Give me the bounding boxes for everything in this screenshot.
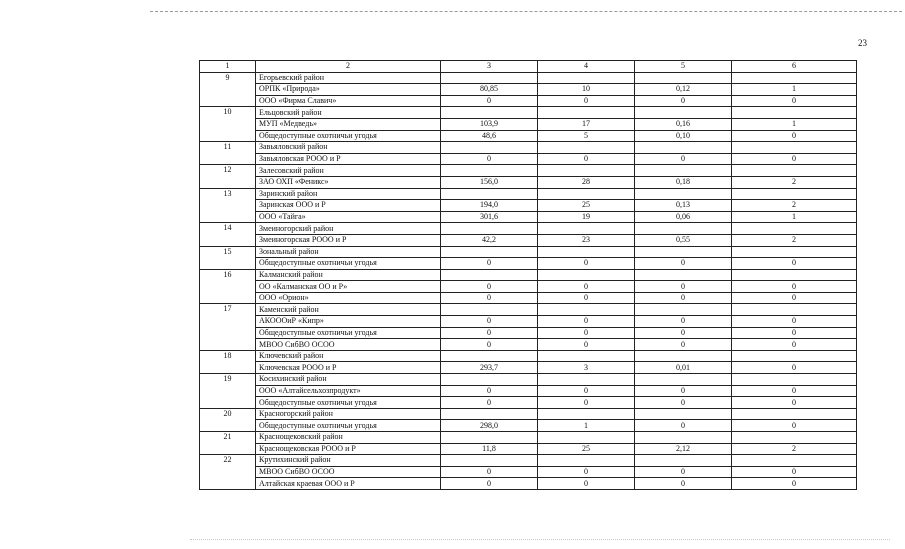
value-cell: 0 xyxy=(732,362,857,374)
district-name-cell: Ельцовский район xyxy=(256,107,441,119)
value-cell: 0 xyxy=(441,478,538,490)
district-row xyxy=(200,432,857,444)
value-cell: 5 xyxy=(538,130,635,142)
value-cell: 0 xyxy=(441,397,538,409)
value-cell: 0 xyxy=(635,466,732,478)
empty-cell xyxy=(635,188,732,200)
empty-cell xyxy=(441,142,538,154)
value-cell: 0 xyxy=(732,316,857,328)
value-cell: 0,06 xyxy=(635,211,732,223)
value-cell: 3 xyxy=(538,362,635,374)
district-row xyxy=(200,408,857,420)
value-cell: 0 xyxy=(538,466,635,478)
district-row xyxy=(200,269,857,281)
value-cell: 0 xyxy=(538,153,635,165)
empty-cell xyxy=(441,350,538,362)
district-name-cell: Косихинский район xyxy=(256,374,441,386)
empty-cell xyxy=(538,142,635,154)
value-cell: 0 xyxy=(441,258,538,270)
scan-edge-line xyxy=(190,539,890,540)
row-number-cell: 14 xyxy=(200,223,256,246)
value-cell: 0 xyxy=(732,478,857,490)
empty-cell xyxy=(732,188,857,200)
value-cell: 23 xyxy=(538,234,635,246)
district-name-cell: Змеиногорский район xyxy=(256,223,441,235)
table-row xyxy=(200,258,857,270)
empty-cell xyxy=(732,432,857,444)
value-cell: 0 xyxy=(732,153,857,165)
value-cell: 301,6 xyxy=(441,211,538,223)
value-cell: 0 xyxy=(732,327,857,339)
row-number-cell: 22 xyxy=(200,455,256,490)
value-cell: 156,0 xyxy=(441,176,538,188)
district-name-cell: Завьяловский район xyxy=(256,142,441,154)
value-cell: 48,6 xyxy=(441,130,538,142)
table-row xyxy=(200,234,857,246)
value-cell: 0 xyxy=(538,281,635,293)
table-body xyxy=(200,61,857,490)
value-cell: 0 xyxy=(538,258,635,270)
district-row xyxy=(200,165,857,177)
empty-cell xyxy=(732,246,857,258)
organization-name-cell: МВОО СибВО ОСОО xyxy=(256,339,441,351)
value-cell: 0 xyxy=(732,420,857,432)
value-cell: 2 xyxy=(732,234,857,246)
empty-cell xyxy=(538,455,635,467)
district-row xyxy=(200,350,857,362)
empty-cell xyxy=(538,432,635,444)
district-name-cell: Егорьевский район xyxy=(256,72,441,84)
empty-cell xyxy=(441,408,538,420)
district-name-cell: Залесовский район xyxy=(256,165,441,177)
empty-cell xyxy=(732,223,857,235)
district-name-cell: Заринский район xyxy=(256,188,441,200)
value-cell: 10 xyxy=(538,84,635,96)
empty-cell xyxy=(635,304,732,316)
value-cell: 0,10 xyxy=(635,130,732,142)
table-row xyxy=(200,84,857,96)
row-number-cell: 17 xyxy=(200,304,256,350)
table-row xyxy=(200,362,857,374)
value-cell: 0 xyxy=(635,258,732,270)
district-name-cell: Каменский район xyxy=(256,304,441,316)
row-number-cell: 18 xyxy=(200,350,256,373)
empty-cell xyxy=(732,304,857,316)
organization-name-cell: ОО «Калманская ОО и Р» xyxy=(256,281,441,293)
empty-cell xyxy=(732,165,857,177)
table-row xyxy=(200,153,857,165)
row-number-cell: 21 xyxy=(200,432,256,455)
district-row xyxy=(200,246,857,258)
district-name-cell: Крутихинский район xyxy=(256,455,441,467)
empty-cell xyxy=(732,107,857,119)
row-number-cell: 9 xyxy=(200,72,256,107)
table-row xyxy=(200,211,857,223)
value-cell: 0 xyxy=(635,292,732,304)
empty-cell xyxy=(538,188,635,200)
table-row xyxy=(200,420,857,432)
empty-cell xyxy=(538,374,635,386)
value-cell: 0 xyxy=(635,95,732,107)
organization-name-cell: Общедоступные охотничьи угодья xyxy=(256,327,441,339)
empty-cell xyxy=(538,350,635,362)
value-cell: 11,8 xyxy=(441,443,538,455)
value-cell: 0 xyxy=(732,258,857,270)
value-cell: 0 xyxy=(441,339,538,351)
value-cell: 0 xyxy=(732,397,857,409)
organization-name-cell: Заринская ООО и Р xyxy=(256,200,441,212)
value-cell: 2 xyxy=(732,443,857,455)
empty-cell xyxy=(635,432,732,444)
value-cell: 0 xyxy=(732,130,857,142)
table-row xyxy=(200,339,857,351)
district-name-cell: Калманский район xyxy=(256,269,441,281)
value-cell: 0 xyxy=(635,327,732,339)
empty-cell xyxy=(538,165,635,177)
district-row xyxy=(200,72,857,84)
hunting-data-table xyxy=(199,60,857,490)
organization-name-cell: Общедоступные охотничьи угодья xyxy=(256,130,441,142)
organization-name-cell: ООО «Тайга» xyxy=(256,211,441,223)
empty-cell xyxy=(732,269,857,281)
table-row xyxy=(200,292,857,304)
row-number-cell: 16 xyxy=(200,269,256,304)
table-row xyxy=(200,443,857,455)
table-row xyxy=(200,200,857,212)
value-cell: 80,85 xyxy=(441,84,538,96)
empty-cell xyxy=(441,455,538,467)
value-cell: 0 xyxy=(732,95,857,107)
value-cell: 0 xyxy=(441,153,538,165)
row-number-cell: 13 xyxy=(200,188,256,223)
empty-cell xyxy=(441,188,538,200)
organization-name-cell: Ключевская РООО и Р xyxy=(256,362,441,374)
header-cell: 4 xyxy=(538,61,635,73)
district-name-cell: Ключевский район xyxy=(256,350,441,362)
row-number-cell: 11 xyxy=(200,142,256,165)
value-cell: 0 xyxy=(635,316,732,328)
organization-name-cell: МВОО СибВО ОСОО xyxy=(256,466,441,478)
value-cell: 0 xyxy=(538,478,635,490)
table-row xyxy=(200,466,857,478)
value-cell: 0,16 xyxy=(635,118,732,130)
organization-name-cell: ООО «Алтайсельхозпродукт» xyxy=(256,385,441,397)
row-number-cell: 12 xyxy=(200,165,256,188)
table-row xyxy=(200,478,857,490)
empty-cell xyxy=(538,246,635,258)
value-cell: 1 xyxy=(732,211,857,223)
value-cell: 1 xyxy=(538,420,635,432)
header-cell: 5 xyxy=(635,61,732,73)
header-cell: 3 xyxy=(441,61,538,73)
empty-cell xyxy=(441,269,538,281)
empty-cell xyxy=(635,246,732,258)
organization-name-cell: ЗАО ОХП «Феникс» xyxy=(256,176,441,188)
table-row xyxy=(200,316,857,328)
empty-cell xyxy=(635,142,732,154)
value-cell: 19 xyxy=(538,211,635,223)
empty-cell xyxy=(635,269,732,281)
organization-name-cell: Общедоступные охотничьи угодья xyxy=(256,420,441,432)
empty-cell xyxy=(732,374,857,386)
value-cell: 0 xyxy=(635,385,732,397)
empty-cell xyxy=(732,408,857,420)
empty-cell xyxy=(441,107,538,119)
empty-cell xyxy=(441,165,538,177)
empty-cell xyxy=(538,223,635,235)
empty-cell xyxy=(635,408,732,420)
row-number-cell: 20 xyxy=(200,408,256,431)
header-cell: 6 xyxy=(732,61,857,73)
row-number-cell: 19 xyxy=(200,374,256,409)
header-row xyxy=(200,61,857,73)
value-cell: 42,2 xyxy=(441,234,538,246)
empty-cell xyxy=(441,432,538,444)
empty-cell xyxy=(732,455,857,467)
value-cell: 25 xyxy=(538,443,635,455)
organization-name-cell: ООО «Орион» xyxy=(256,292,441,304)
value-cell: 1 xyxy=(732,84,857,96)
empty-cell xyxy=(635,350,732,362)
value-cell: 0 xyxy=(441,316,538,328)
value-cell: 0 xyxy=(538,397,635,409)
value-cell: 2,12 xyxy=(635,443,732,455)
value-cell: 0,12 xyxy=(635,84,732,96)
table-row xyxy=(200,118,857,130)
organization-name-cell: Завьяловская РООО и Р xyxy=(256,153,441,165)
value-cell: 0 xyxy=(538,292,635,304)
value-cell: 0 xyxy=(441,281,538,293)
district-row xyxy=(200,107,857,119)
value-cell: 0,55 xyxy=(635,234,732,246)
value-cell: 0 xyxy=(441,466,538,478)
organization-name-cell: МУП «Медведь» xyxy=(256,118,441,130)
value-cell: 0,01 xyxy=(635,362,732,374)
value-cell: 0 xyxy=(635,339,732,351)
page-number: 23 xyxy=(858,38,867,48)
organization-name-cell: Общедоступные охотничьи угодья xyxy=(256,258,441,270)
empty-cell xyxy=(441,246,538,258)
value-cell: 0 xyxy=(441,327,538,339)
value-cell: 0 xyxy=(441,385,538,397)
organization-name-cell: ОРПК «Природа» xyxy=(256,84,441,96)
value-cell: 28 xyxy=(538,176,635,188)
empty-cell xyxy=(538,72,635,84)
empty-cell xyxy=(538,269,635,281)
empty-cell xyxy=(635,107,732,119)
value-cell: 0 xyxy=(635,420,732,432)
value-cell: 0 xyxy=(538,339,635,351)
empty-cell xyxy=(635,374,732,386)
value-cell: 0 xyxy=(732,281,857,293)
empty-cell xyxy=(538,107,635,119)
empty-cell xyxy=(441,374,538,386)
value-cell: 17 xyxy=(538,118,635,130)
scan-edge-line xyxy=(150,11,902,12)
organization-name-cell: Алтайская краевая ООО и Р xyxy=(256,478,441,490)
value-cell: 103,9 xyxy=(441,118,538,130)
table-row xyxy=(200,176,857,188)
table-row xyxy=(200,397,857,409)
district-row xyxy=(200,188,857,200)
value-cell: 0 xyxy=(635,153,732,165)
value-cell: 0 xyxy=(441,292,538,304)
value-cell: 2 xyxy=(732,200,857,212)
value-cell: 0 xyxy=(635,281,732,293)
organization-name-cell: ООО «Фирма Славич» xyxy=(256,95,441,107)
table-row xyxy=(200,327,857,339)
district-name-cell: Красногорский район xyxy=(256,408,441,420)
table-row xyxy=(200,385,857,397)
organization-name-cell: АКОООиР «Кипр» xyxy=(256,316,441,328)
value-cell: 0 xyxy=(732,292,857,304)
organization-name-cell: Краснощековская РООО и Р xyxy=(256,443,441,455)
empty-cell xyxy=(538,304,635,316)
value-cell: 0,18 xyxy=(635,176,732,188)
header-cell: 2 xyxy=(256,61,441,73)
empty-cell xyxy=(538,408,635,420)
value-cell: 0,13 xyxy=(635,200,732,212)
empty-cell xyxy=(441,304,538,316)
empty-cell xyxy=(732,72,857,84)
empty-cell xyxy=(635,455,732,467)
value-cell: 0 xyxy=(538,95,635,107)
empty-cell xyxy=(635,165,732,177)
row-number-cell: 15 xyxy=(200,246,256,269)
district-name-cell: Зональный район xyxy=(256,246,441,258)
value-cell: 1 xyxy=(732,118,857,130)
district-name-cell: Краснощековский район xyxy=(256,432,441,444)
row-number-cell: 10 xyxy=(200,107,256,142)
value-cell: 0 xyxy=(538,316,635,328)
value-cell: 0 xyxy=(538,385,635,397)
empty-cell xyxy=(441,223,538,235)
value-cell: 0 xyxy=(538,327,635,339)
table-row xyxy=(200,281,857,293)
organization-name-cell: Змеиногорская РООО и Р xyxy=(256,234,441,246)
empty-cell xyxy=(732,142,857,154)
value-cell: 194,0 xyxy=(441,200,538,212)
value-cell: 0 xyxy=(732,385,857,397)
table-row xyxy=(200,95,857,107)
empty-cell xyxy=(732,350,857,362)
value-cell: 0 xyxy=(732,339,857,351)
value-cell: 0 xyxy=(441,95,538,107)
empty-cell xyxy=(635,223,732,235)
value-cell: 298,0 xyxy=(441,420,538,432)
value-cell: 2 xyxy=(732,176,857,188)
table-row xyxy=(200,130,857,142)
value-cell: 25 xyxy=(538,200,635,212)
value-cell: 293,7 xyxy=(441,362,538,374)
value-cell: 0 xyxy=(732,466,857,478)
value-cell: 0 xyxy=(635,478,732,490)
district-row xyxy=(200,223,857,235)
district-row xyxy=(200,304,857,316)
district-row xyxy=(200,142,857,154)
empty-cell xyxy=(635,72,732,84)
organization-name-cell: Общедоступные охотничьи угодья xyxy=(256,397,441,409)
district-row xyxy=(200,455,857,467)
header-cell: 1 xyxy=(200,61,256,73)
value-cell: 0 xyxy=(635,397,732,409)
district-row xyxy=(200,374,857,386)
empty-cell xyxy=(441,72,538,84)
